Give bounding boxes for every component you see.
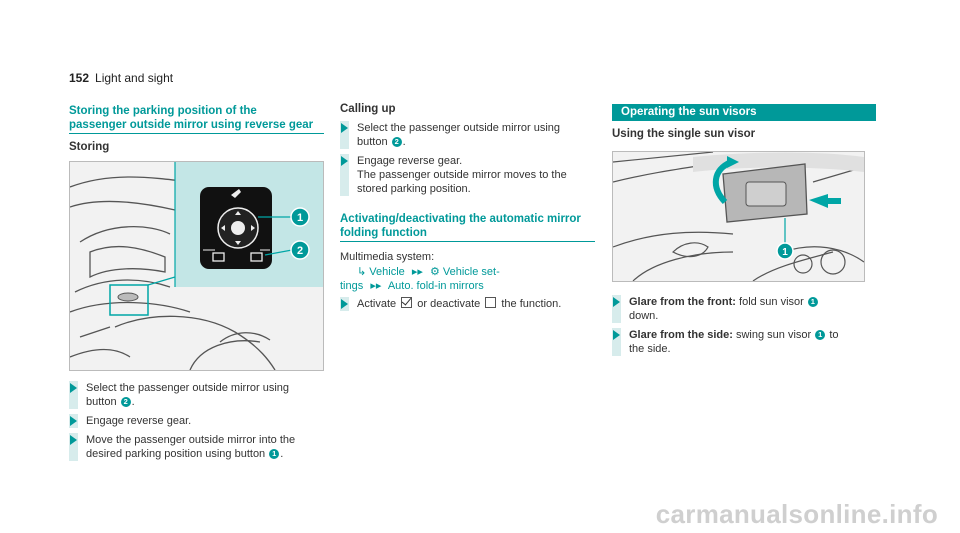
return-arrow-icon: ↳ (357, 266, 367, 278)
middle-subhead: Calling up (340, 103, 396, 115)
callout-1: 1 (296, 212, 304, 224)
left-heading-rule (69, 133, 324, 134)
middle-heading: Activating/deactivating the automatic mirror folding function (340, 213, 581, 239)
middle-heading-rule (340, 241, 595, 242)
button-2-badge: 2 (121, 397, 131, 407)
visor-1-badge: 1 (815, 330, 825, 340)
step-arrow-icon (341, 156, 348, 166)
middle-step-2: Engage reverse gear. The passenger outside mirror moves to the stored parking position. (340, 154, 600, 196)
page-header (69, 71, 173, 85)
step-arrow-icon (70, 435, 77, 445)
left-heading: Storing the parking position of the passenger outside mirror using reverse gear (69, 105, 314, 131)
double-chevron-icon: ▸▸ (370, 280, 382, 292)
multimedia-label: Multimedia system: (340, 251, 435, 263)
menu-path: ↳ Vehicle ▸▸ ⚙ Vehicle set- tings ▸▸ Auto. fold-in mirrors (340, 266, 500, 292)
settings-icon: ⚙ (429, 266, 440, 278)
right-step-1: Glare from the front: fold sun visor 1 down. (612, 295, 867, 323)
mirror-switch-figure (69, 161, 324, 371)
visor-1-badge: 1 (808, 297, 818, 307)
sun-visor-banner: Operating the sun visors (612, 104, 876, 121)
step-arrow-icon (341, 123, 348, 133)
left-step-1: Select the passenger outside mirror using button 2 . (69, 381, 329, 409)
middle-step-3: Activate or deactivate the function. (340, 297, 600, 311)
mirror-switch-illustration (70, 162, 323, 370)
page-number: 152 (69, 71, 90, 85)
double-chevron-icon: ▸▸ (411, 266, 423, 278)
menu-vehicle-settings[interactable]: Vehicle set- (442, 266, 500, 278)
button-2-badge: 2 (392, 137, 402, 147)
step-arrow-icon (613, 297, 620, 307)
middle-step-1: Select the passenger outside mirror using button 2 . (340, 121, 600, 149)
left-step-3: Move the passenger outside mirror into the desired parking position using button 1 . (69, 433, 329, 461)
menu-vehicle[interactable]: Vehicle (369, 266, 405, 278)
left-step-2: Engage reverse gear. (69, 414, 329, 428)
sun-visor-illustration (613, 152, 864, 281)
callout-1: 1 (782, 247, 788, 258)
watermark: carmanualsonline.info (655, 499, 938, 529)
callout-2: 2 (296, 245, 304, 257)
right-subhead: Using the single sun visor (612, 128, 756, 140)
button-1-badge: 1 (269, 449, 279, 459)
checkbox-unchecked-icon (485, 297, 496, 308)
left-subhead: Storing (69, 141, 110, 153)
step-arrow-icon (341, 299, 348, 309)
section-title: Light and sight (95, 71, 174, 85)
right-step-2: Glare from the side: swing sun visor 1 to the side. (612, 328, 867, 356)
checkbox-checked-icon (401, 297, 412, 308)
step-arrow-icon (70, 416, 77, 426)
menu-auto-fold[interactable]: Auto. fold-in mirrors (387, 280, 484, 292)
sun-visor-figure (612, 151, 865, 282)
step-arrow-icon (613, 330, 620, 340)
step-arrow-icon (70, 383, 77, 393)
